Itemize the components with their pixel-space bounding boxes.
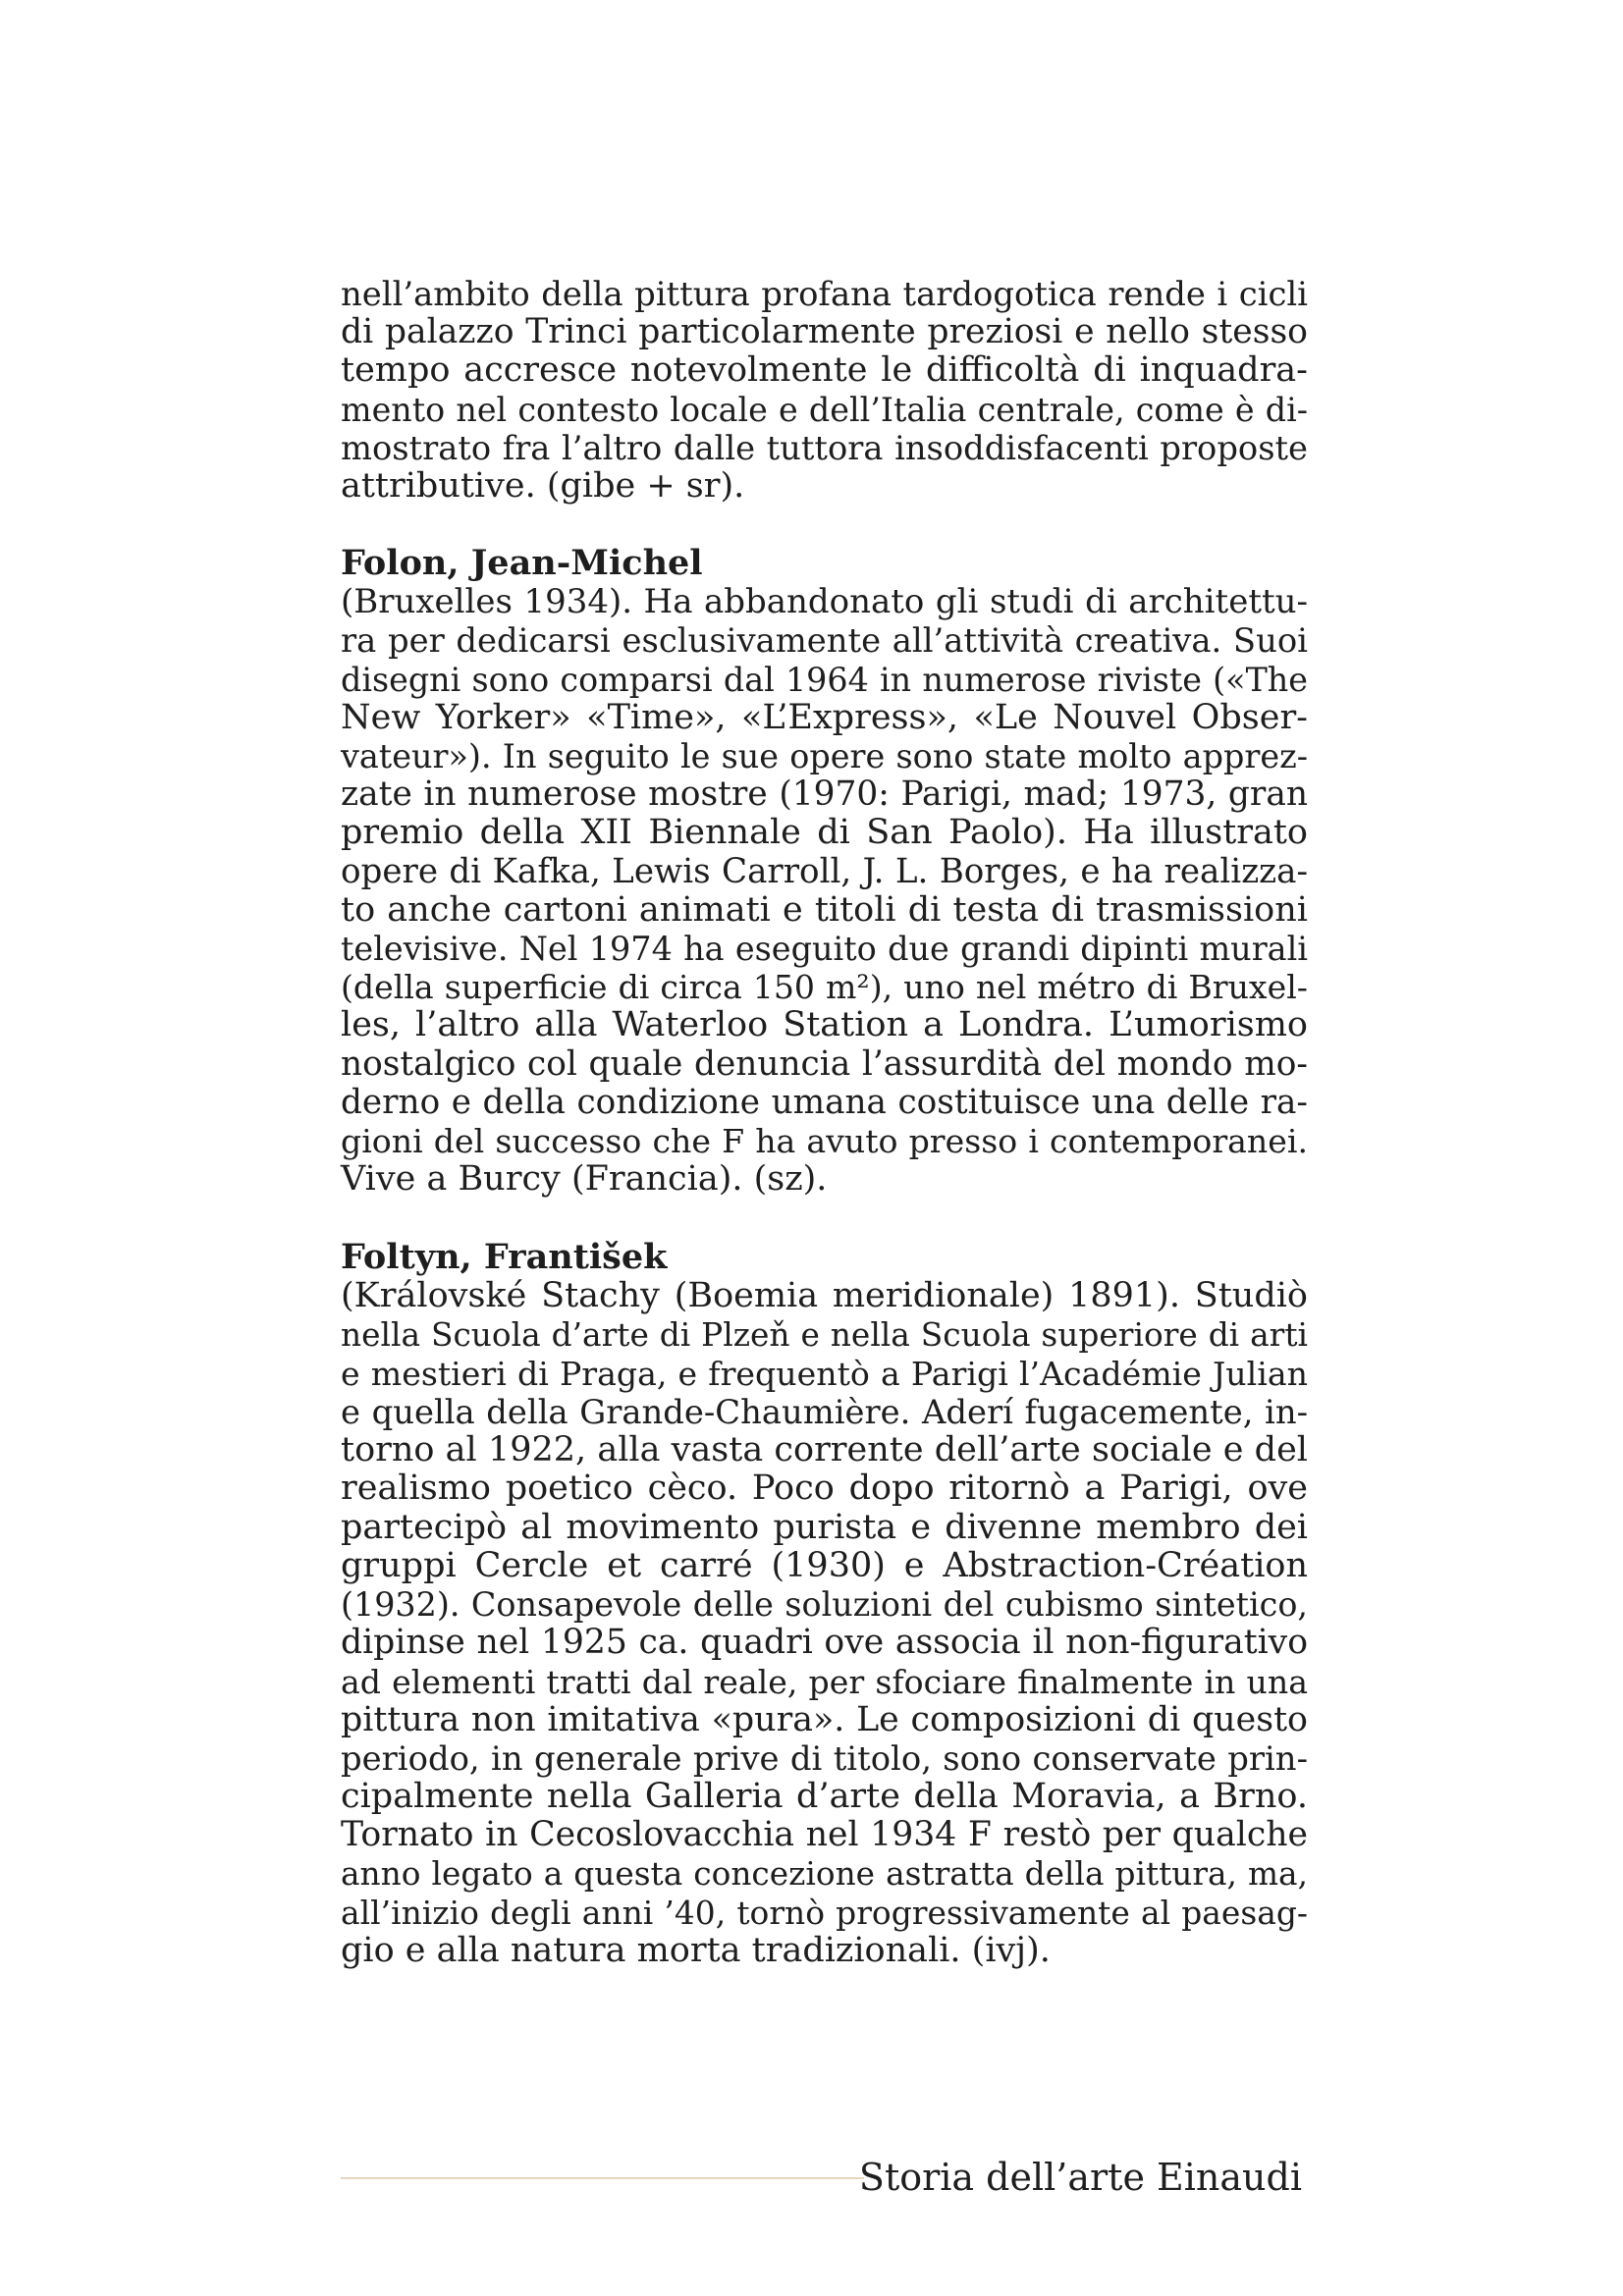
intro-paragraph	[341, 275, 1308, 506]
text-line: periodo, in generale prive di titolo, sono conservate prin-	[341, 1738, 1308, 1778]
text-line: gruppi Cercle et carré (1930) e Abstraction-Création	[341, 1545, 1308, 1585]
text-line: pittura non imitativa «pura». Le composizioni di questo	[341, 1699, 1308, 1739]
text-line: opere di Kafka, Lewis Carroll, J. L. Borges, e ha realizza-	[341, 851, 1308, 891]
text-line: ad elementi tratti dal reale, per sfociare finalmente in una	[341, 1662, 1308, 1701]
text-line: premio della XII Biennale di San Paolo). Ha illustrato	[341, 813, 1308, 853]
text-line: gio e alla natura morta tradizionali. (ivj).	[341, 1930, 1051, 1970]
text-line: mostrato fra l’altro dalle tuttora insoddisfacenti proposte	[341, 428, 1308, 467]
entry-body	[341, 583, 1308, 1199]
text-line: gioni del successo che F ha avuto presso i contemporanei.	[341, 1122, 1308, 1161]
text-line: televisive. Nel 1974 ha eseguito due grandi dipinti murali	[341, 930, 1308, 969]
text-line: (Královské Stachy (Boemia meridionale) 1891). Studiò	[341, 1276, 1308, 1316]
text-line: attributive. (gibe + sr).	[341, 466, 745, 507]
text-line: anno legato a questa concezione astratta della pittura, ma,	[341, 1854, 1308, 1893]
footer-rule	[341, 2177, 864, 2179]
text-line: (Bruxelles 1934). Ha abbandonato gli studi di architettu-	[341, 582, 1308, 622]
text-line: Vive a Burcy (Francia). (sz).	[341, 1159, 828, 1200]
entry-title: Foltyn, František	[341, 1237, 668, 1278]
text-line: (1932). Consapevole delle soluzioni del cubismo sintetico,	[341, 1585, 1308, 1625]
text-line: nell’ambito della pittura profana tardogotica rende i cicli	[341, 275, 1308, 313]
footer-brand: Storia dell’arte Einaudi	[858, 2156, 1302, 2199]
text-line: nella Scuola d’arte di Plzeň e nella Scuola superiore di arti	[341, 1315, 1308, 1354]
text-line: ra per dedicarsi esclusivamente all’attività creativa. Suoi	[341, 621, 1308, 661]
text-line: (della superficie di circa 150 m²), uno nel métro di Bruxel-	[341, 968, 1308, 1007]
text-line: vateur»). In seguito le sue opere sono state molto apprez-	[341, 737, 1308, 776]
text-line: all’inizio degli anni ’40, tornò progressivamente al paesag-	[341, 1893, 1308, 1932]
text-line: nostalgico col quale denuncia l’assurdità del mondo mo-	[341, 1043, 1308, 1084]
text-column	[341, 275, 1308, 1970]
text-line: mento nel contesto locale e dell’Italia centrale, come è di-	[341, 390, 1308, 429]
text-line: derno e della condizione umana costituisce una delle ra-	[341, 1082, 1308, 1122]
text-line: di palazzo Trinci particolarmente preziosi e nello stesso	[341, 312, 1308, 352]
text-line: partecipò al movimento purista e divenne membro dei	[341, 1507, 1308, 1547]
text-line: disegni sono comparsi dal 1964 in numerose riviste («The	[341, 660, 1308, 699]
text-line: Tornato in Cecoslovacchia nel 1934 F restò per qualche	[341, 1815, 1308, 1855]
text-line: e mestieri di Praga, e frequentò a Parigi l’Académie Julian	[341, 1354, 1308, 1393]
text-line: e quella della Grande-Chaumière. Aderí fugacemente, in-	[341, 1393, 1308, 1432]
entry-folon	[341, 544, 1308, 1199]
text-line: cipalmente nella Galleria d’arte della Moravia, a Brno.	[341, 1777, 1308, 1817]
entry-foltyn	[341, 1238, 1308, 1970]
text-line: zate in numerose mostre (1970: Parigi, mad; 1973, gran	[341, 774, 1308, 815]
text-line: tempo accresce notevolmente le difficoltà di inquadra-	[341, 350, 1308, 391]
entry-body	[341, 1277, 1308, 1970]
text-line: torno al 1922, alla vasta corrente dell’arte sociale e del	[341, 1430, 1308, 1470]
text-line: realismo poetico cèco. Poco dopo ritornò a Parigi, ove	[341, 1468, 1308, 1509]
text-line: to anche cartoni animati e titoli di testa di trasmissioni	[341, 889, 1308, 930]
text-line: New Yorker» «Time», «L’Express», «Le Nouvel Obser-	[341, 697, 1308, 737]
entry-title: Folon, Jean-Michel	[341, 543, 703, 584]
text-line: les, l’altro alla Waterloo Station a Londra. L’umorismo	[341, 1005, 1308, 1045]
text-line: dipinse nel 1925 ca. quadri ove associa il non-figurativo	[341, 1623, 1308, 1663]
